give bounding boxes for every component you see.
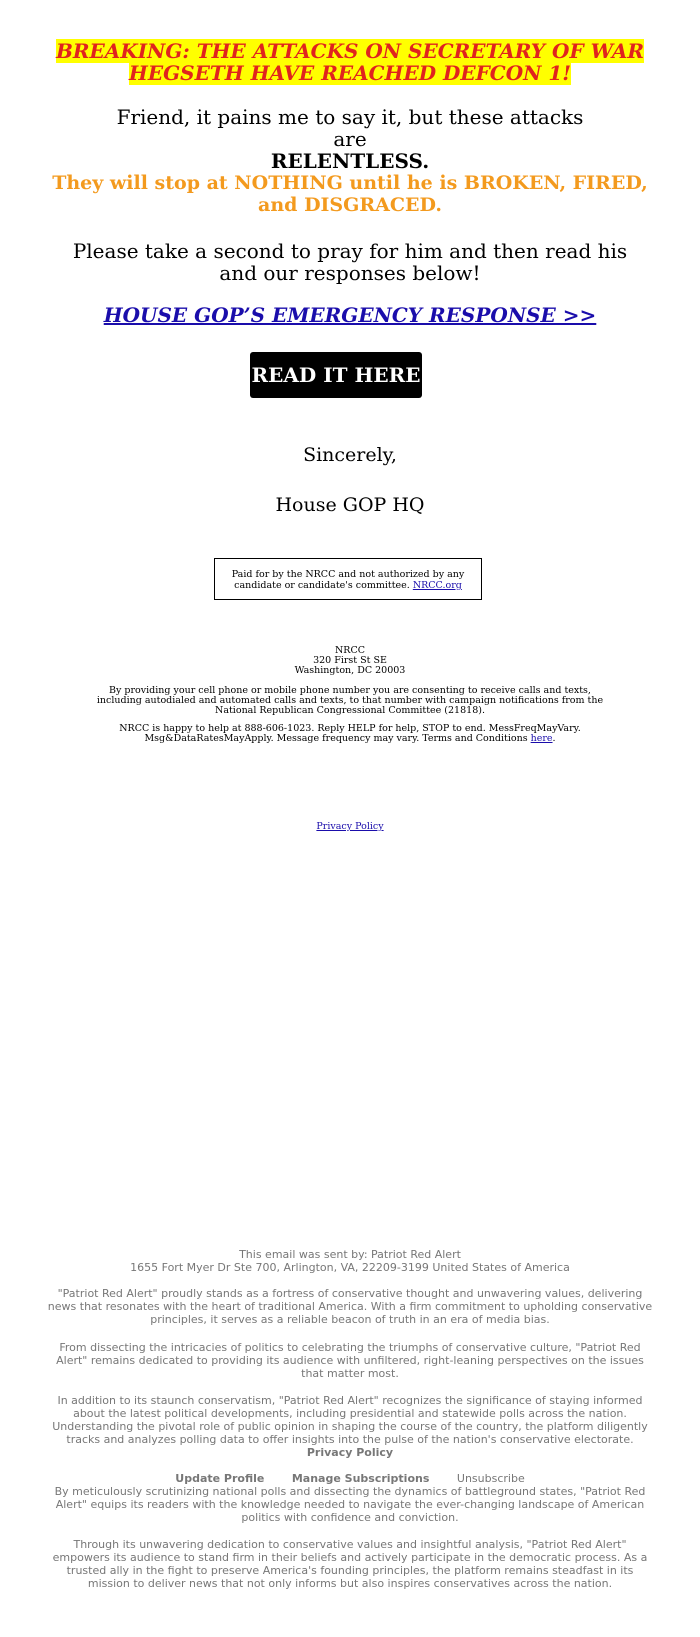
nrcc-org-link[interactable]: NRCC.org xyxy=(412,580,462,591)
privacy-policy-link[interactable]: Privacy Policy xyxy=(316,821,384,832)
address-org: NRCC xyxy=(334,645,365,656)
footer-paragraph-1: "Patriot Red Alert" proudly stands as a fortress of conservative thought and unwavering values, delivering news that resonates with the heart of traditional America. With a firm commitment to upholding conservative principles, it serves as a reliable beacon of truth in an era of media bias. xyxy=(47,1287,653,1326)
intro-emphasis: RELENTLESS. xyxy=(270,149,430,173)
footer-sender xyxy=(0,1248,700,1274)
address-street: 320 First St SE xyxy=(313,655,387,666)
mailing-address xyxy=(0,646,700,676)
intro-paragraph xyxy=(100,106,600,172)
footer-sent-by: This email was sent by: Patriot Red Alert xyxy=(239,1248,461,1261)
help-text xyxy=(95,724,605,744)
signoff-text: House GOP HQ xyxy=(275,494,425,516)
footer-paragraph-3: In addition to its staunch conservatism, "Patriot Red Alert" recognizes the significance of staying informed about the latest political developments, including presidential and statewide polls across the nation. Understanding the pivotal role of public opinion in shaping the course of the country, the platform diligently tracks and analyzes polling data to offer insights into the pulse of the nation's conservative electorate. xyxy=(52,1394,648,1446)
help-suffix: . xyxy=(552,733,556,744)
privacy-policy-wrapper xyxy=(0,822,700,832)
breaking-headline xyxy=(0,40,700,84)
footer-link-row xyxy=(0,1472,700,1485)
read-it-here-button[interactable]: READ IT HERE xyxy=(250,352,422,398)
response-link-wrapper xyxy=(0,303,700,327)
footer-sender-address: 1655 Fort Myer Dr Ste 700, Arlington, VA, 22209-3199 United States of America xyxy=(130,1261,570,1274)
sincerely-text: Sincerely, xyxy=(303,444,397,466)
unsubscribe-link[interactable]: Unsubscribe xyxy=(456,1472,525,1485)
update-profile-link[interactable]: Update Profile xyxy=(175,1472,265,1485)
help-body: NRCC is happy to help at 888-606-1023. Reply HELP for help, STOP to end. MessFreqMayVary. Msg&DataRatesMayApply. Message frequency may vary. Terms and Conditions xyxy=(119,723,581,744)
address-city: Washington, DC 20003 xyxy=(294,665,406,676)
disclaimer-text: Paid for by the NRCC and not authorized by any candidate or candidate's committee. xyxy=(231,569,465,591)
paid-for-disclaimer xyxy=(214,558,482,600)
footer-paragraph-5: Through its unwavering dedication to conservative values and insightful analysis, "Patriot Red Alert" empowers its audience to stand firm in their beliefs and actively participate in the democratic process. As a trusted ally in the fight to preserve America's founding principles, the platform remains steadfast in its mission to deliver news that not only informs but also inspires conservatives across the nation. xyxy=(52,1538,648,1590)
terms-link[interactable]: here xyxy=(530,733,553,744)
intro-text: Friend, it pains me to say it, but these attacks are xyxy=(116,105,584,151)
pray-paragraph: Please take a second to pray for him and then read his and our responses below! xyxy=(72,239,628,285)
manage-subscriptions-link[interactable]: Manage Subscriptions xyxy=(291,1472,430,1485)
warning-paragraph: They will stop at NOTHING until he is BROKEN, FIRED, and DISGRACED. xyxy=(52,172,648,216)
footer-privacy-policy-link[interactable]: Privacy Policy xyxy=(306,1446,394,1459)
emergency-response-link[interactable]: HOUSE GOP’S EMERGENCY RESPONSE >> xyxy=(103,303,597,327)
footer-paragraph-2: From dissecting the intricacies of politics to celebrating the triumphs of conservative culture, "Patriot Red Alert" remains dedicated to providing its audience with unfiltered, right-leaning perspectives on the issues that matter most. xyxy=(56,1341,644,1380)
sms-consent-text: By providing your cell phone or mobile phone number you are consenting to receive calls and texts, including autodialed and automated calls and texts, to that number with campaign notifications from the National Republican Congressional Committee (21818). xyxy=(96,685,604,716)
footer-paragraph-4: By meticulously scrutinizing national polls and dissecting the dynamics of battleground states, "Patriot Red Alert" equips its readers with the knowledge needed to navigate the ever-changing landscape of American politics with confidence and conviction. xyxy=(54,1485,646,1524)
headline-text: BREAKING: THE ATTACKS ON SECRETARY OF WAR HEGSETH HAVE REACHED DEFCON 1! xyxy=(56,39,644,85)
